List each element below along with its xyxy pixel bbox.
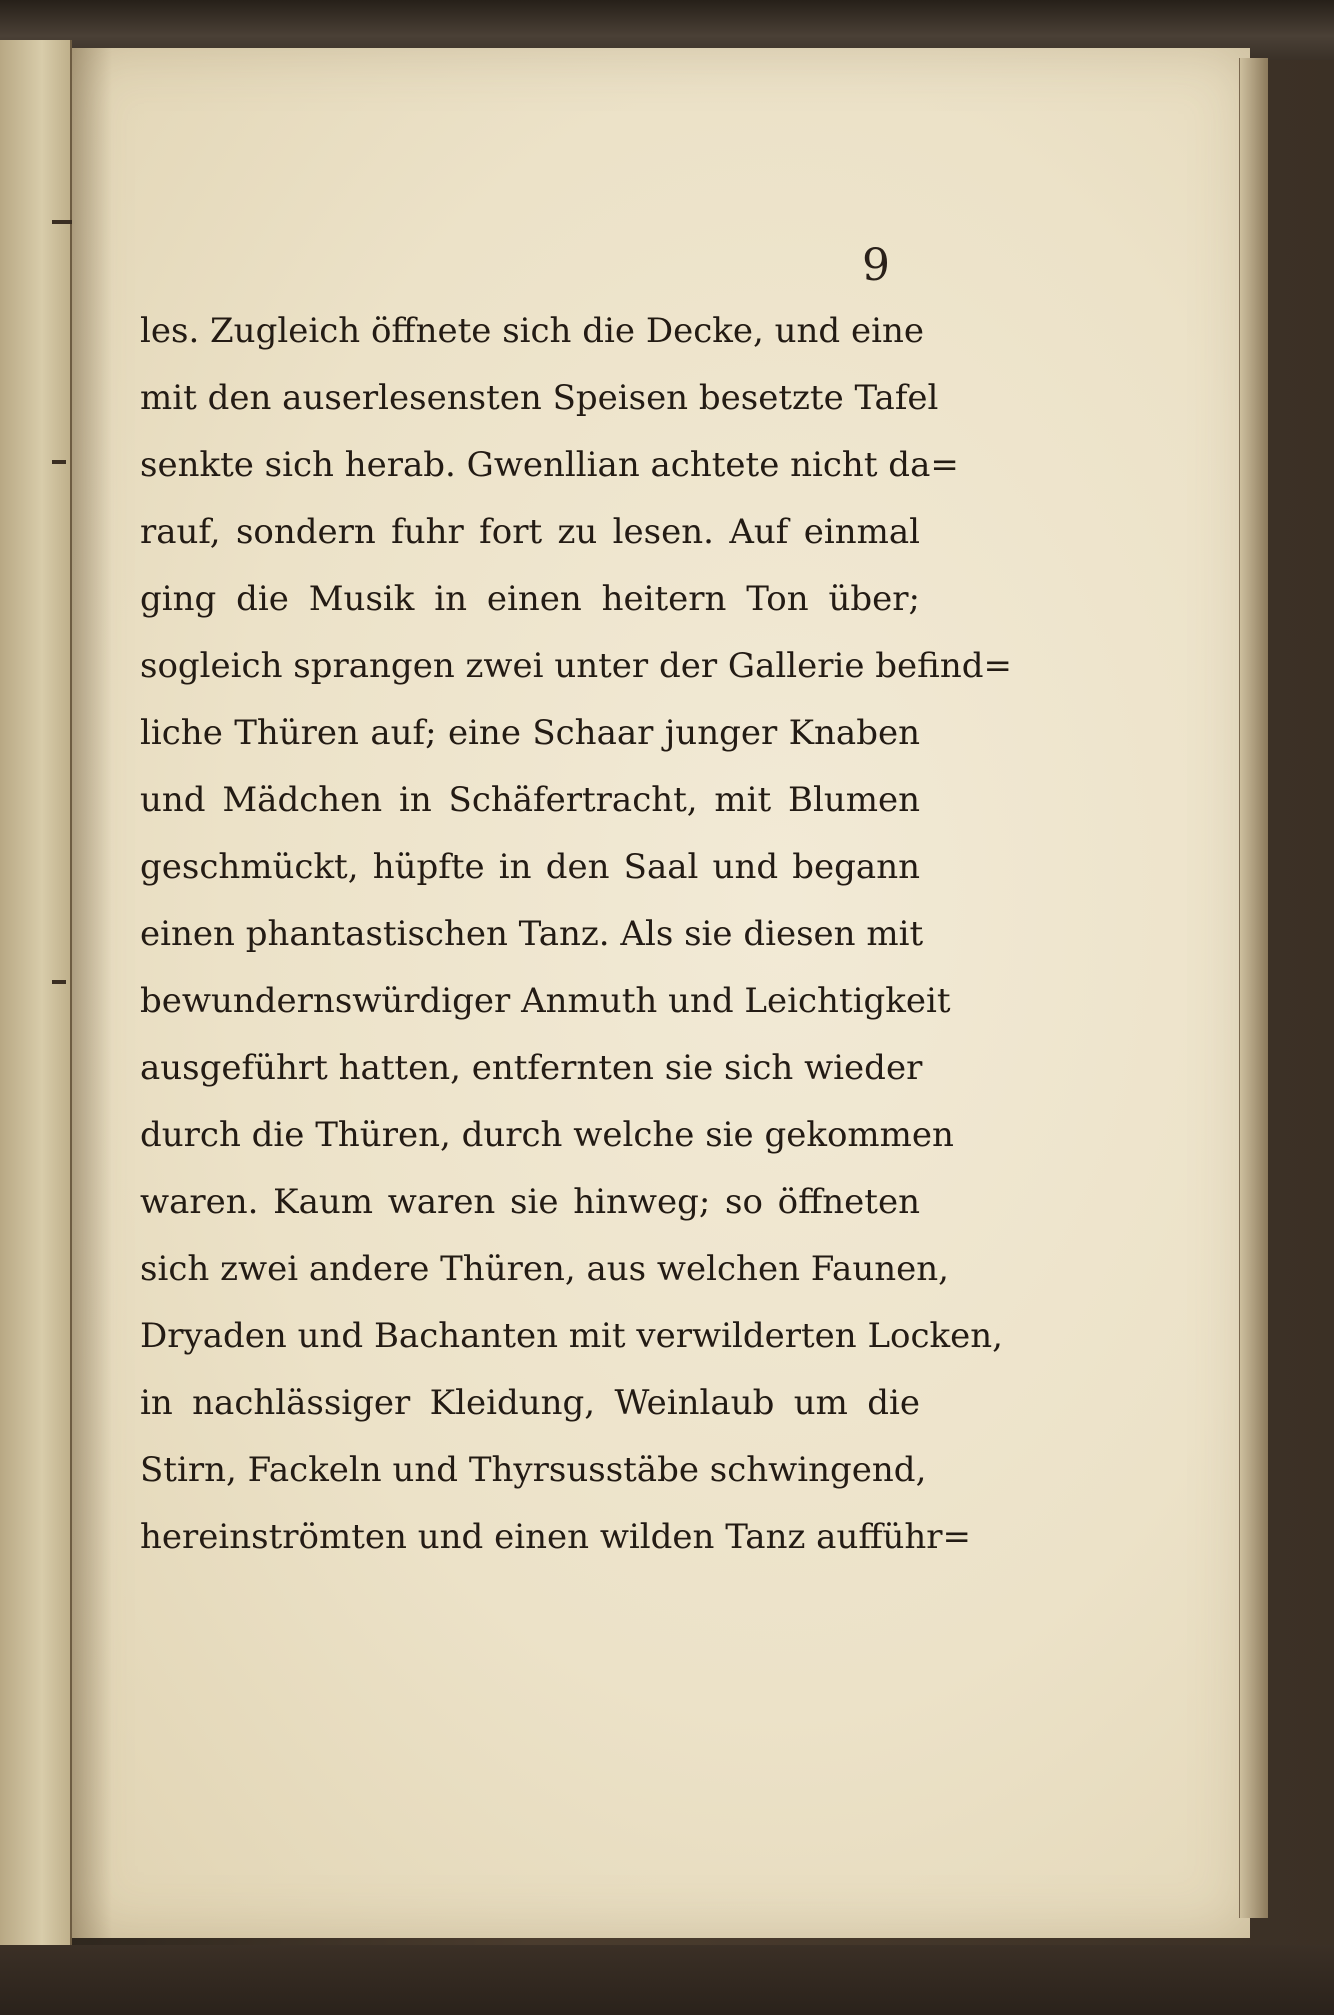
text-line: sogleich sprangen zwei unter der Gallerie befind= [140, 646, 1012, 686]
text-line: sich zwei andere Thüren, aus welchen Faunen, [140, 1249, 949, 1289]
text-line: in nachlässiger Kleidung, Weinlaub um die [140, 1383, 920, 1423]
page-mark [52, 980, 66, 984]
text-line: ging die Musik in einen heitern Ton über; [140, 579, 920, 619]
text-line: und Mädchen in Schäfertracht, mit Blumen [140, 780, 920, 820]
text-line: Dryaden und Bachanten mit verwilderten Locken, [140, 1316, 1003, 1356]
spine-shadow [72, 48, 112, 1938]
text-line: mit den auserlesensten Speisen besetzte Tafel [140, 378, 939, 418]
text-line: Stirn, Fackeln und Thyrsusstäbe schwingend, [140, 1450, 927, 1490]
page-number: 9 [862, 240, 890, 291]
text-line: geschmückt, hüpfte in den Saal und begann [140, 847, 920, 887]
page-mark [52, 460, 66, 464]
book-cover-bottom-edge [0, 1945, 1334, 2015]
text-line: einen phantastischen Tanz. Als sie diesen mit [140, 914, 924, 954]
text-line: hereinströmten und einen wilden Tanz aufführ= [140, 1517, 972, 1557]
text-line: durch die Thüren, durch welche sie gekommen [140, 1115, 954, 1155]
body-text [140, 298, 1012, 1571]
left-page-edge [0, 40, 72, 1945]
text-line: liche Thüren auf; eine Schaar junger Knaben [140, 713, 920, 753]
text-line: ausgeführt hatten, entfernten sie sich wieder [140, 1048, 923, 1088]
text-line: waren. Kaum waren sie hinweg; so öffneten [140, 1182, 920, 1222]
text-line: bewundernswürdiger Anmuth und Leichtigkeit [140, 981, 951, 1021]
text-line: senkte sich herab. Gwenllian achtete nicht da= [140, 445, 959, 485]
text-line: les. Zugleich öffnete sich die Decke, und eine [140, 311, 924, 351]
text-line: rauf, sondern fuhr fort zu lesen. Auf einmal [140, 512, 920, 552]
page-right-edge [1239, 58, 1268, 1918]
